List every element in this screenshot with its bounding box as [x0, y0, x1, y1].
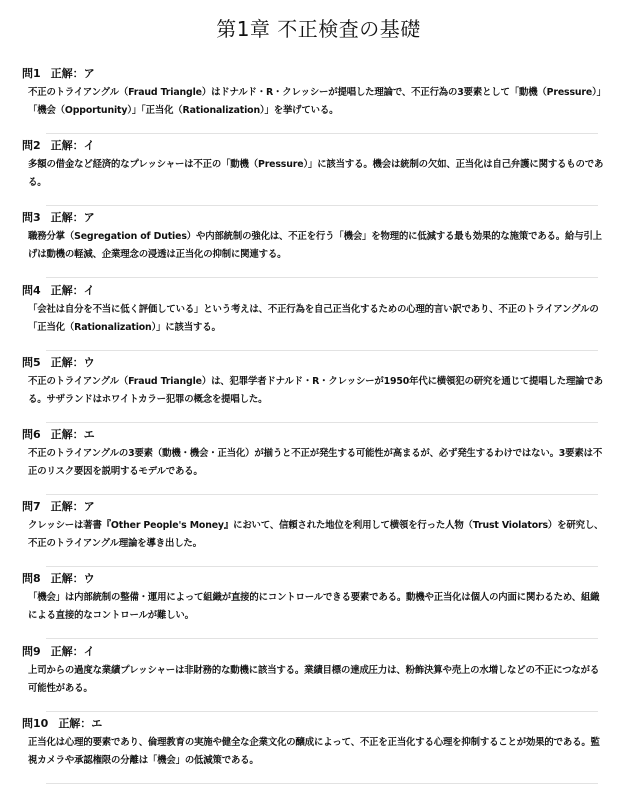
question-number: 問7 [22, 500, 41, 514]
correct-answer: 正解：ウ [50, 572, 95, 586]
divider [46, 277, 598, 278]
question-header [22, 211, 606, 228]
question-item-5 [22, 356, 606, 428]
question-number: 問1 [22, 67, 41, 80]
question-item-4 [22, 284, 606, 356]
answer-explanation: クレッシーは著書『Other People's Money』において、信頼された地位を利用して横領を行った人物（Trust Violators）を研究し、不正のトライアングル理論を導き出した。 [28, 520, 604, 550]
question-header [22, 500, 606, 517]
question-item-8 [22, 572, 606, 644]
question-answer-list [22, 67, 606, 789]
answer-explanation: 「会社は自分を不当に低く評価している」という考えは、不正行為を自己正当化するための心理的言い訳であり、不正のトライアングルの「正当化（Rationalization）」に該当する。 [28, 303, 599, 333]
answer-explanation: 正当化は心理的要素であり、倫理教育の実施や健全な企業文化の醸成によって、不正を正当化する心理を抑制することが効果的である。監視カメラや承認権限の分離は「機会」の低減策である。 [28, 736, 600, 766]
divider [46, 350, 598, 351]
question-item-3 [22, 211, 606, 283]
question-number: 問2 [22, 139, 41, 153]
question-number: 問6 [22, 427, 41, 441]
question-header [22, 717, 606, 734]
answer-explanation: 不正のトライアングル（Fraud Triangle）は、犯罪学者ドナルド・R・クレッシーが1950年代に横領犯の研究を通じて提唱した理論である。サザランドはホワイトカラー犯罪の概念を提唱した。 [28, 375, 603, 405]
answer-explanation: 不正のトライアングル（Fraud Triangle）はドナルド・R・クレッシーが提唱した理論で、不正行為の3要素として「動機（Pressure）」「機会（Opportunity）」「正当化（Rationalization）」を挙げている。 [28, 87, 606, 116]
question-header [22, 645, 606, 662]
question-header [22, 356, 606, 373]
question-item-9 [22, 645, 606, 717]
question-item-2 [22, 139, 606, 211]
correct-answer: 正解：イ [50, 139, 95, 153]
question-item-10 [22, 717, 606, 789]
answer-explanation: 「機会」は内部統制の整備・運用によって組織が直接的にコントロールできる要素である。動機や正当化は個人の内面に関わるため、組織による直接的なコントロールが難しい。 [28, 592, 600, 622]
correct-answer: 正解：イ [50, 283, 95, 297]
question-header [22, 284, 606, 301]
divider [46, 566, 598, 567]
page-title: 第1章 不正検査の基礎 [216, 17, 421, 41]
divider [46, 638, 598, 639]
correct-answer: 正解：エ [58, 716, 103, 730]
answer-explanation: 職務分掌（Segregation of Duties）や内部統制の強化は、不正を行う「機会」を物理的に低減する最も効果的な施策である。給与引上げは動機の軽減、企業理念の浸透は正当化の抑制に関連する。 [28, 231, 602, 261]
question-item-6 [22, 428, 606, 500]
divider [46, 205, 598, 206]
question-number: 問5 [22, 355, 41, 369]
question-number: 問10 [22, 716, 49, 730]
divider [46, 711, 598, 712]
correct-answer: 正解：イ [50, 644, 95, 658]
question-header [22, 139, 606, 156]
question-number: 問3 [22, 211, 41, 225]
divider [46, 133, 598, 134]
answer-explanation: 多額の借金など経済的なプレッシャーは不正の「動機（Pressure）」に該当する。機会は統制の欠如、正当化は自己弁護に関するものである。 [28, 159, 604, 189]
question-number: 問8 [22, 572, 41, 586]
answer-explanation: 上司からの過度な業績プレッシャーは非財務的な動機に該当する。業績目標の達成圧力は、粉飾決算や売上の水増しなどの不正につながる可能性がある。 [28, 664, 600, 694]
correct-answer: 正解：ア [50, 500, 95, 514]
correct-answer: 正解：ウ [50, 355, 95, 369]
question-header [22, 428, 606, 445]
answer-explanation: 不正のトライアングルの3要素（動機・機会・正当化）が揃うと不正が発生する可能性が高まるが、必ず発生するわけではない。3要素は不正のリスク要因を説明するモデルである。 [28, 447, 603, 477]
question-number: 問9 [22, 644, 41, 658]
question-item-1 [22, 67, 606, 139]
divider [46, 422, 598, 423]
divider [46, 783, 598, 784]
divider [46, 494, 598, 495]
question-header [22, 572, 606, 589]
correct-answer: 正解：ア [50, 67, 95, 80]
correct-answer: 正解：ア [50, 211, 95, 225]
correct-answer: 正解：エ [50, 427, 95, 441]
question-item-7 [22, 500, 606, 572]
question-number: 問4 [22, 283, 41, 297]
question-header [22, 67, 606, 84]
